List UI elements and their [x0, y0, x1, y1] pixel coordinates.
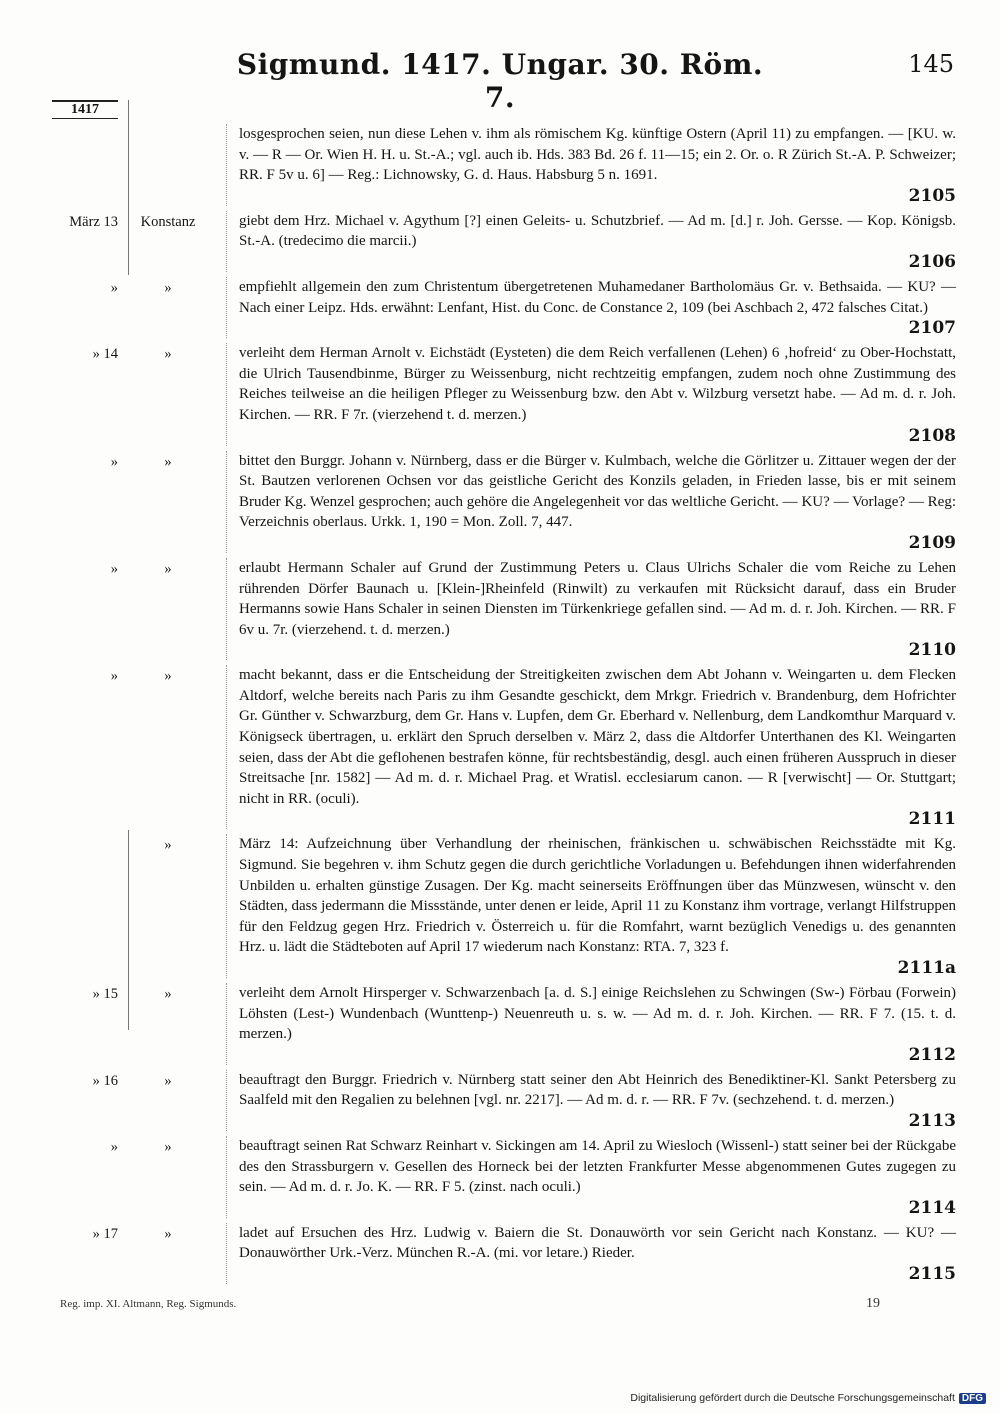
page-number: 145 — [908, 50, 954, 78]
entry-place: » — [164, 1072, 172, 1089]
entry-body — [226, 211, 956, 272]
entry-body — [226, 834, 956, 978]
entry-place: » — [164, 668, 172, 685]
digitization-credit — [630, 1392, 986, 1404]
entry-text: verleiht dem Herman Arnolt v. Eichstädt (Eysteten) die dem Reich verfallenen (Lehen) 6 ‚hofreid‘ zu Ober-Hochstatt, die Ulrich Tausendbinme, Bürger zu Weissenburg, nicht rechtzeitig empfangen, zudem noch ohne Zustimmung des Reiches teilweise an die heiligen Pfleger zu Weissenburg bzw. den Abt v. Wilzburg versetzt habe. — Ad m. d. r. Joh. Kirchen. — RR. F 7r. (vierzehend t. d. merzen.) — [239, 345, 956, 423]
entry-place: » — [164, 279, 172, 296]
entry-text: ladet auf Ersuchen des Hrz. Ludwig v. Baiern die St. Donauwörth vor sein Gericht nach Konstanz. — KU? — Donauwörther Urk.-Verz. München R.-A. (mi. vor letare.) Rieder. — [239, 1224, 956, 1262]
entry-number: 2105 — [908, 185, 956, 206]
entry-body — [226, 124, 956, 206]
regesta-list — [44, 124, 956, 1289]
entry-body — [226, 1223, 956, 1284]
entry-date: » — [110, 668, 118, 685]
entry-place: » — [164, 453, 172, 470]
entry-number: 2110 — [908, 640, 956, 661]
entry-body — [226, 558, 956, 660]
regest-entry — [44, 1136, 956, 1218]
entry-number: 2114 — [908, 1197, 956, 1218]
entry-date: » 14 — [92, 346, 118, 363]
entry-number: 2109 — [908, 532, 956, 553]
entry-place: » — [164, 1225, 172, 1242]
regest-entry — [44, 1070, 956, 1131]
entry-place: » — [164, 837, 172, 854]
regest-entry — [44, 665, 956, 829]
entry-date: » — [110, 279, 118, 296]
entry-text: bittet den Burggr. Johann v. Nürnberg, dass er die Bürger v. Kulmbach, welche die Görlitzer u. Zittauer wegen der der St. Bautzen verlorenen Ochsen vor das geistliche Gericht des Konzils geladen, in Frieden lasse, bis er mit seinem Bruder Kg. Wenzel gesprochen; auch gehöre die Angelegenheit vor das weltliche Gericht. — KU? — Vorlage? — Reg: Verzeichnis oberlaus. Urkk. 1, 190 = Mon. Zoll. 7, 447. — [239, 452, 956, 531]
entry-number: 2108 — [908, 425, 956, 446]
entry-date — [44, 124, 118, 206]
entry-date: » — [110, 453, 118, 470]
entry-text: losgesprochen seien, nun diese Lehen v. ihm als römischem Kg. künftige Ostern (April 11) zu empfangen. — [KU. w. v. — R — Or. Wien H. H. u. St.-A.; vgl. auch ib. Hds. 383 Bd. 26 f. 11—15; ein 2. Or. o. R Zürich St.-A. P. Schweizer; RR. F 5v u. 6] — Reg.: Lichnowsky, G. d. Haus. Habsburg 5 n. 1691. — [239, 126, 956, 184]
entry-place — [118, 124, 218, 206]
entry-body — [226, 451, 956, 553]
entry-date — [44, 834, 118, 978]
entry-number: 2111 — [908, 809, 956, 830]
entry-number: 2113 — [908, 1110, 956, 1131]
entry-text: beauftragt den Burggr. Friedrich v. Nürnberg statt seiner den Abt Heinrich des Benediktiner-Kl. Sankt Petersberg zu Saalfeld mit den Regalien zu belehnen [vgl. nr. 2217]. — Ad m. d. r. — RR. F 7v. (sechzehend. t. d. merzen.) — [239, 1071, 956, 1109]
entry-place: » — [164, 560, 172, 577]
sheet-number: 19 — [866, 1296, 880, 1311]
entry-text: macht bekannt, dass er die Entscheidung der Streitigkeiten zwischen dem Abt Johann v. Weingarten u. dem Flecken Altdorf, welche bereits nach Paris zu ihm Gesandte geschickt, dem Mrkgr. Friedrich v. Brandenburg, dem Hofrichter Gr. Günther v. Schwarzburg, dem Gr. Hans v. Lupfen, dem Gr. Eberhard v. Nellenburg, dem Landkomthur Marquard v. Königseck übertragen, u. erklärt den Spruch derselben v. März 2, dass die Altdorfer Unterthanen des Kl. Weingarten seien, dass der Abt die geflohenen bestrafen könne, für rechtsbeständig, desgl. auch einen früheren Ausspruch in dieser Streitsache [nr. 1582] — Ad m. d. r. Michael Prag. et Wratisl. ecclesiarum canon. — R [verwischt] — Or. Stuttgart; nicht in RR. (oculi). — [239, 667, 956, 807]
regest-entry — [44, 451, 956, 553]
entry-number: 2107 — [908, 318, 956, 339]
entry-place: » — [164, 1138, 172, 1155]
running-title: Sigmund. 1417. Ungar. 30. Röm. 7. — [236, 48, 764, 114]
page-header — [0, 48, 1000, 114]
entry-body — [226, 343, 956, 445]
entry-date: März 13 — [69, 213, 118, 230]
regest-entry — [44, 1223, 956, 1284]
entry-body — [226, 1136, 956, 1218]
entry-body — [226, 277, 956, 338]
entry-text: beauftragt seinen Rat Schwarz Reinhart v. Sickingen am 14. April zu Wiesloch (Wissenl-) statt seiner bei der Rückgabe des den Strassburgern v. Gesellen des Horneck bei der letzten Frankfurter Messe abgenommenen Gutes zugegen zu sein. — Ad m. d. r. Jo. K. — RR. F 5. (zinst. nach oculi.) — [239, 1137, 956, 1196]
footer-signature: Reg. imp. XI. Altmann, Reg. Sigmunds. — [60, 1298, 237, 1310]
entry-number: 2111a — [897, 958, 956, 978]
regest-entry — [44, 983, 956, 1065]
credit-text: Digitalisierung gefördert durch die Deutsche Forschungsgemeinschaft — [630, 1392, 955, 1404]
entry-text: März 14: Aufzeichnung über Verhandlung der rheinischen, fränkischen u. schwäbischen Reichsstädte mit Kg. Sigmund. Sie begehren v. ihm Schutz gegen die durch gerichtliche Vorladungen u. Befehdungen ihnen widerfahrenden Unbilden u. erhalten günstige Zusagen. Der Kg. macht seinerseits Eröffnungen über das Münzwesen, wünscht v. den Städten, dass jedermann die Missstände, unter denen er leide, April 11 zu Konstanz ihm vortrage, verlangt Hilfstruppen für den Feldzug gegen Hrz. Friedrich v. Österreich u. für die Romfahrt, warnt bezüglich Venedigs u. des genannten Hrz. u. lädt die Städteboten auf April 17 wiederum nach Konstanz: RTA. 7, 323 f. — [239, 836, 956, 956]
regest-entry — [44, 558, 956, 660]
year-marker: 1417 — [52, 100, 118, 119]
entry-body — [226, 665, 956, 829]
entry-body — [226, 983, 956, 1065]
entry-place: » — [164, 346, 172, 363]
entry-place: » — [164, 986, 172, 1002]
entry-text: giebt dem Hrz. Michael v. Agythum [?] einen Geleits- u. Schutzbrief. — Ad m. [d.] r. Joh. Gersse. — Kop. Königsb. St.-A. (tredecimo die marcii.) — [239, 212, 956, 250]
entry-date: » 15 — [92, 986, 118, 1002]
entry-place: Konstanz — [140, 213, 196, 230]
entry-date: » — [110, 1138, 118, 1155]
regest-entry — [44, 124, 956, 206]
regest-entry — [44, 834, 956, 978]
regest-entry — [44, 277, 956, 338]
entry-number: 2112 — [908, 1044, 956, 1065]
entry-number: 2106 — [908, 251, 956, 272]
entry-date: » 16 — [92, 1072, 118, 1089]
entry-text: verleiht dem Arnolt Hirsperger v. Schwarzenbach [a. d. S.] einige Reichslehen zu Schwingen (Sw-) Förbau (Forwein) Löhsten (Lest-) Wundenbach (Wunttenp-) Neuenreuth u. s. w. — Ad m. d. r. Joh. Kirchen. — RR. F 7. (15. t. d. merzen.) — [239, 985, 956, 1043]
dfg-logo: DFG — [959, 1393, 986, 1404]
entry-text: erlaubt Hermann Schaler auf Grund der Zustimmung Peters u. Claus Ulrichs Schaler die vom Reiche zu Lehen rührenden Dörfer Baunach u. [Klein-]Rheinfeld (Rinwilt) zu verkaufen mit Rücksicht darauf, dass ein Bruder Hermanns sowie Hans Schaler in seinen Diensten im Türkenkriege gefallen sind. — Ad m. d. r. Joh. Kirchen. — RR. F 6v u. 7r. (vierzehend. t. d. merzen.) — [239, 559, 956, 638]
entry-body — [226, 1070, 956, 1131]
entry-text: empfiehlt allgemein den zum Christentum übergetretenen Muhamedaner Bartholomäus Gr. v. Bethsaida. — KU? — Nach einer Leipz. Hds. erwähnt: Lenfant, Hist. du Conc. de Constance 2, 109 (bei Aschbach 2, 472 falsches Citat.) — [239, 278, 956, 316]
regest-entry — [44, 211, 956, 272]
entry-number: 2115 — [908, 1263, 956, 1284]
entry-date: » — [110, 560, 118, 577]
entry-date: » 17 — [92, 1225, 118, 1242]
regest-entry — [44, 343, 956, 445]
